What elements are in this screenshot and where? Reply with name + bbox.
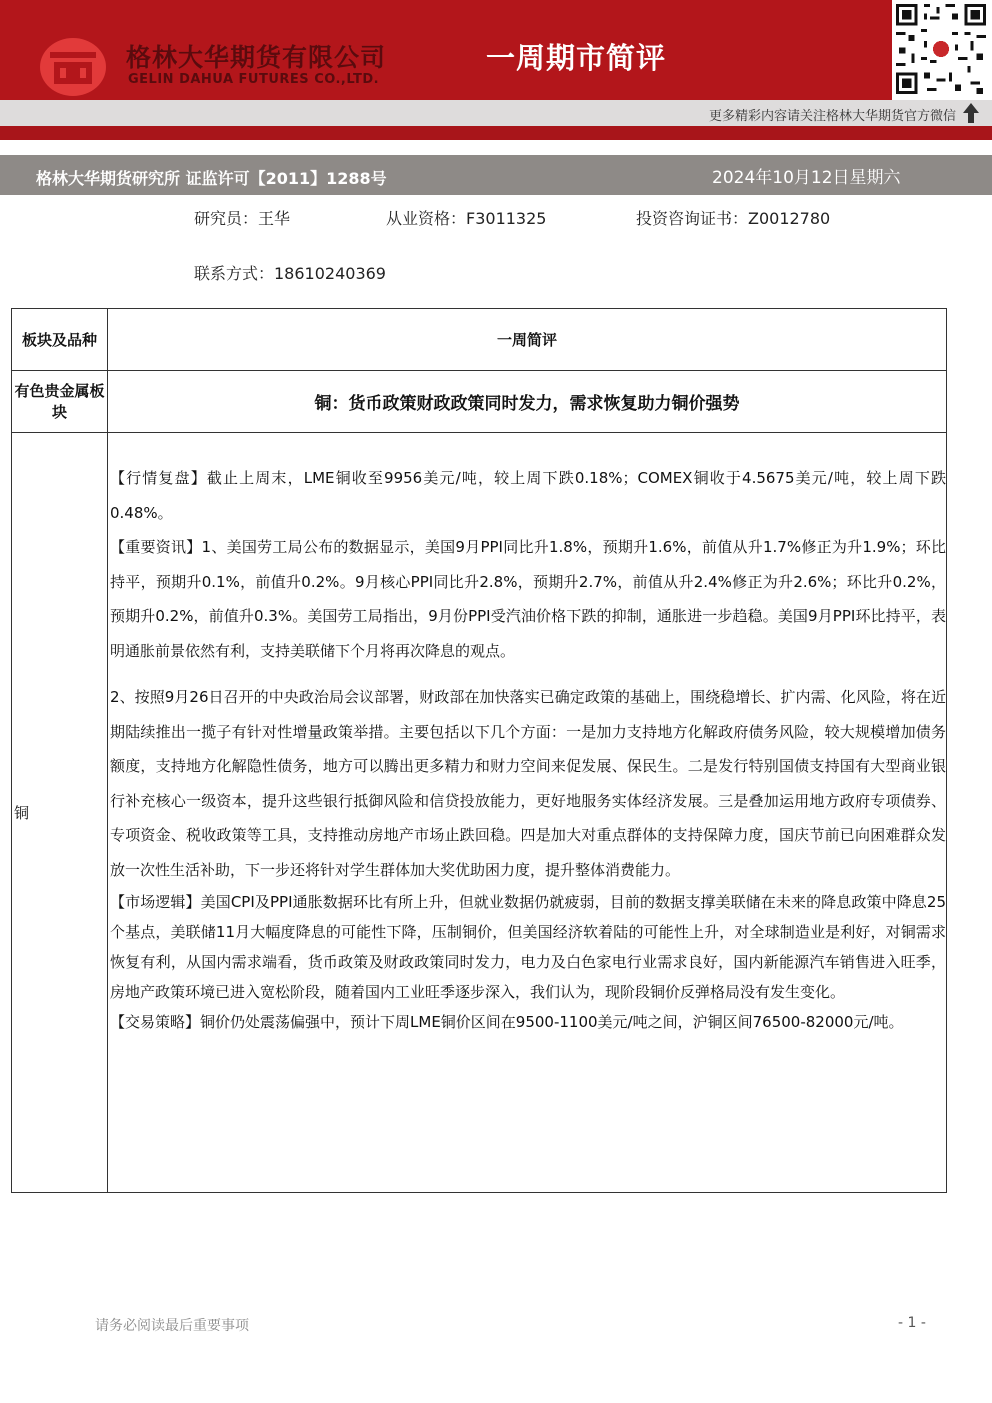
disclaimer-note: 请务必阅读最后重要事项 xyxy=(95,1318,249,1334)
review-body xyxy=(108,433,947,1193)
report-title: 一周期市简评 xyxy=(486,41,667,75)
market-review-paragraph: 【行情复盘】截止上周末，LME铜收至9956美元/吨，较上周下跌0.18%；COMEX铜收于4.5675美元/吨，较上周下跌0.48%。 xyxy=(110,469,946,522)
sector-label-text: 有色贵金属板块 xyxy=(14,381,105,421)
page-number: - 1 - xyxy=(898,1315,926,1331)
wechat-qr-code-icon xyxy=(892,0,992,100)
trading-strategy-paragraph: 【交易策略】铜价仍处震荡偏强中，预计下周LME铜价区间在9500-1100美元/吨之间，沪铜区间76500-82000元/吨。 xyxy=(110,1013,904,1031)
contact-phone: 联系方式：18610240369 xyxy=(194,264,386,283)
report-date: 2024年10月12日星期六 xyxy=(712,168,901,188)
market-logic-paragraph: 【市场逻辑】美国CPI及PPI通胀数据环比有所上升，但就业数据仍就疲弱，目前的数据支撑美联储在未来的降息政策中降息25个基点，美联储11月大幅度降息的可能性下降，压制铜价，但美国经济软着陆的可能性上升，对全球制造业是利好，对铜需求恢复有利，从国内需求端看，货币政策及财政政策同时发力，电力及白色家电行业需求良好，国内新能源汽车销售进入旺季，房地产政策环境已进入宽松阶段，随着国内工业旺季逐步深入，我们认为，现阶段铜价反弹格局没有发生变化。 xyxy=(110,893,946,1001)
investment-certificate: 投资咨询证书：Z0012780 xyxy=(636,209,831,228)
fiscal-policy-paragraph: 2、按照9月26日召开的中央政治局会议部署，财政部在加快落实已确定政策的基础上，围绕稳增长、扩内需、化风险，将在近期陆续推出一揽子有针对性增量政策举措。主要包括以下几个方面：一是加力支持地方化解政府债务风险，较大规模增加债务额度，支持地方化解隐性债务，地方可以腾出更多精力和财力空间来促发展、保民生。二是发行特别国债支持国有大型商业银行补充核心一级资本，提升这些银行抵御风险和信贷投放能力，更好地服务实体经济发展。三是叠加运用地方政府专项债券、专项资金、税收政策等工具，支持推动房地产市场止跌回稳。四是加大对重点群体的支持保障力度，国庆节前已向困难群众发放一次性生活补助，下一步还将针对学生群体加大奖优助困力度，提升整体消费能力。 xyxy=(110,688,946,879)
top-red-strip xyxy=(0,126,992,140)
column-header-review: 一周简评 xyxy=(108,309,947,371)
weekly-review-table xyxy=(11,308,947,1193)
institute-license: 格林大华期货研究所 证监许可【2011】1288号 xyxy=(36,169,387,188)
sector-headline: 铜：货币政策财政政策同时发力，需求恢复助力铜价强势 xyxy=(108,371,947,433)
variety-label: 铜 xyxy=(12,433,108,1193)
company-logo-icon xyxy=(40,38,106,96)
wechat-follow-prompt: 更多精彩内容请关注格林大华期货官方微信 xyxy=(708,109,956,124)
researcher-qualification: 从业资格：F3011325 xyxy=(386,209,547,228)
arrow-up-icon xyxy=(962,102,980,124)
company-name-en: GELIN DAHUA FUTURES CO.,LTD. xyxy=(128,72,380,87)
sector-label xyxy=(12,371,108,433)
researcher-name: 研究员：王华 xyxy=(194,209,291,228)
report-header xyxy=(0,0,992,100)
column-header-sector: 板块及品种 xyxy=(12,309,108,371)
company-name-cn: 格林大华期货有限公司 xyxy=(126,43,387,72)
key-news-paragraph: 【重要资讯】1、美国劳工局公布的数据显示，美国9月PPI同比升1.8%，预期升1.6%，前值从升1.7%修正为升1.9%；环比持平，预期升0.1%，前值升0.2%。9月核心PPI同比升2.8%，预期升2.7%，前值从升2.4%修正为升2.6%；环比升0.2%，预期升0.2%，前值升0.3%。美国劳工局指出，9月份PPI受汽油价格下跌的抑制，通胀进一步趋稳。美国9月PPI环比持平，表明通胀前景依然有利，支持美联储下个月将再次降息的观点。 xyxy=(110,538,946,660)
